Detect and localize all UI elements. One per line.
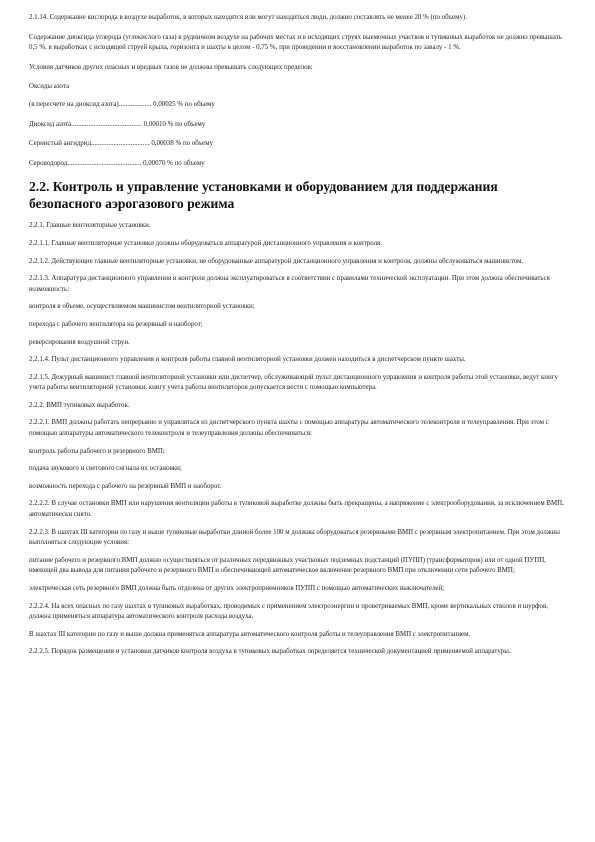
paragraph-2-2-2-1: 2.2.2.1. ВМП должны работать непрерывно и управляться из диспетчерского пункта шахты с помощью аппаратуры автоматического телеконтроля и телеуправления. При этом с помощью аппаратуры автоматического телеконтроля и телеуправления должны обеспечиваться: xyxy=(29,419,549,438)
paragraph-gas-limits-intro: Условия датчиков других опасных и вредных газов не должны превышать следующих пределов: xyxy=(29,63,313,71)
list-item-power-supply: питание рабочего и резервного ВМП должно осуществляться от различных передвижных участковых подземных подстанций (ПУПП) (трансформаторов) или от одной ПУПП, имеющей два вывода для питания рабочего и резервного ВМП и обеспечивающей автоматическое включение резервного ВМП при отключении сети рабочего ВМП; xyxy=(29,556,546,575)
paragraph-2-2-1-2: 2.2.1.2. Действующие главные вентиляторные установки, не оборудованные аппаратурой дистанционного управления и контроля, должны обслуживаться машинистом. xyxy=(29,257,524,265)
paragraph-category-iii: В шахтах III категории по газу и выше должна применяться аппаратура автоматического контроля работы и телеуправления ВМП с электропитанием. xyxy=(29,630,471,638)
paragraph-carbon-dioxide: Содержание диоксида углерода (углекислого газа) в рудничном воздухе на рабочих местах и в исходящих струях выемочных участков и тупиковых выработок не должно превышать 0,5 %, в выработках с исходящей струей крыла, горизонта и шахты в целом - 0,75 %, при проведении и восстановлении выработок по завалу - 1 %. xyxy=(29,33,562,52)
paragraph-2-2-1-5: 2.2.1.5. Дежурный машинист главной вентиляторной установки или диспетчер, обслуживающий пульт дистанционного управления и контроля работы этой установки, ведут книгу учета работы вентиляторной установки, книгу учета работы вентиляторов допускается вести с помощью компьютера. xyxy=(29,373,558,392)
paragraph-2-2-1-4: 2.2.1.4. Пульт дистанционного управления и контроля работы главной вентиляторной установки должен находиться в диспетчерском пункте шахты. xyxy=(29,356,466,364)
limit-sulfur-dioxide: Сернистый ангидрид.................................. 0,00038 % по объему xyxy=(29,140,214,148)
paragraph-2-2-2-2: 2.2.2.2. В случае остановки ВМП или нарушения вентиляции работы в тупиковой выработке должны быть прекращены, а напряжение с электрооборудования, за исключением ВМП, автоматически снято. xyxy=(29,500,564,519)
limit-nitrogen-oxides-value: (в пересчете на диоксид азота)................... 0,00025 % по объему xyxy=(29,100,215,108)
list-item-switchover: перехода с рабочего вентилятора на резервный и наоборот; xyxy=(29,320,203,328)
paragraph-2-2-1-3: 2.2.1.3. Аппаратура дистанционного управления и контроля должна эксплуатироваться в соответствии с правилами технической эксплуатации. При этом должна обеспечиваться возможность: xyxy=(29,275,550,293)
paragraph-2-2-2-3: 2.2.2.3. В шахтах III категории по газу и выше тупиковые выработки длиной более 100 м должны оборудоваться резервными ВМП с резервным электропитанием. При этом должны выполняться следующие условия: xyxy=(29,528,560,547)
paragraph-2-2-2: 2.2.2. ВМП тупиковых выработок. xyxy=(29,401,130,409)
section-heading-2-2: 2.2. Контроль и управление установками и оборудованием для поддержания безопасного аэрогазового режима xyxy=(29,179,498,212)
list-item-fan-control: контроль работы рабочего и резервного ВМП; xyxy=(29,447,165,455)
list-item-fan-switchover: возможность перехода с рабочего на резервный ВМП и наоборот. xyxy=(29,482,222,490)
limit-nitrogen-oxides-label: Оксиды азота xyxy=(29,83,70,91)
list-item-electrical-network: электрическая сеть резервного ВМП должна быть отделена от других электроприемников ПУПП с помощью автоматических выключателей; xyxy=(29,585,445,592)
paragraph-2-2-2-4: 2.2.2.4. На всех опасных по газу шахтах в тупиковых выработках, проводимых с применением электроэнергии и проветриваемых ВМП, кроме вертикальных стволов и шурфов, должна применяться аппаратура автоматического контроля расхода воздуха. xyxy=(29,602,548,621)
list-item-reversal: реверсирования воздушной струи. xyxy=(29,338,130,346)
paragraph-2-2-2-5: 2.2.2.5. Порядок размещения и установки датчиков контроля воздуха в тупиковых выработках определяется технической документацией применяемой аппаратуры. xyxy=(29,648,511,656)
paragraph-2-2-1: 2.2.1. Главные вентиляторные установки. xyxy=(29,222,151,230)
limit-hydrogen-sulfide: Сероводород........................................... 0,00070 % по объему xyxy=(29,159,205,167)
paragraph-2-1-14: 2.1.14. Содержание кислорода в воздухе выработок, в которых находятся или могут находиться люди, должно составлять не менее 20 % (по объему). xyxy=(29,14,467,21)
limit-nitrogen-dioxide: Диоксид азота......................................... 0,00010 % по объему xyxy=(29,120,206,128)
list-item-control: контроля в объеме, осуществляемом машинистом вентиляторной установки; xyxy=(29,303,255,311)
document-body xyxy=(29,13,566,665)
list-item-signal: подача звукового и светового сигнала их остановки; xyxy=(29,465,182,473)
paragraph-2-2-1-1: 2.2.1.1. Главные вентиляторные установки должны оборудоваться аппаратурой дистанционного управления и контроля. xyxy=(29,239,382,247)
